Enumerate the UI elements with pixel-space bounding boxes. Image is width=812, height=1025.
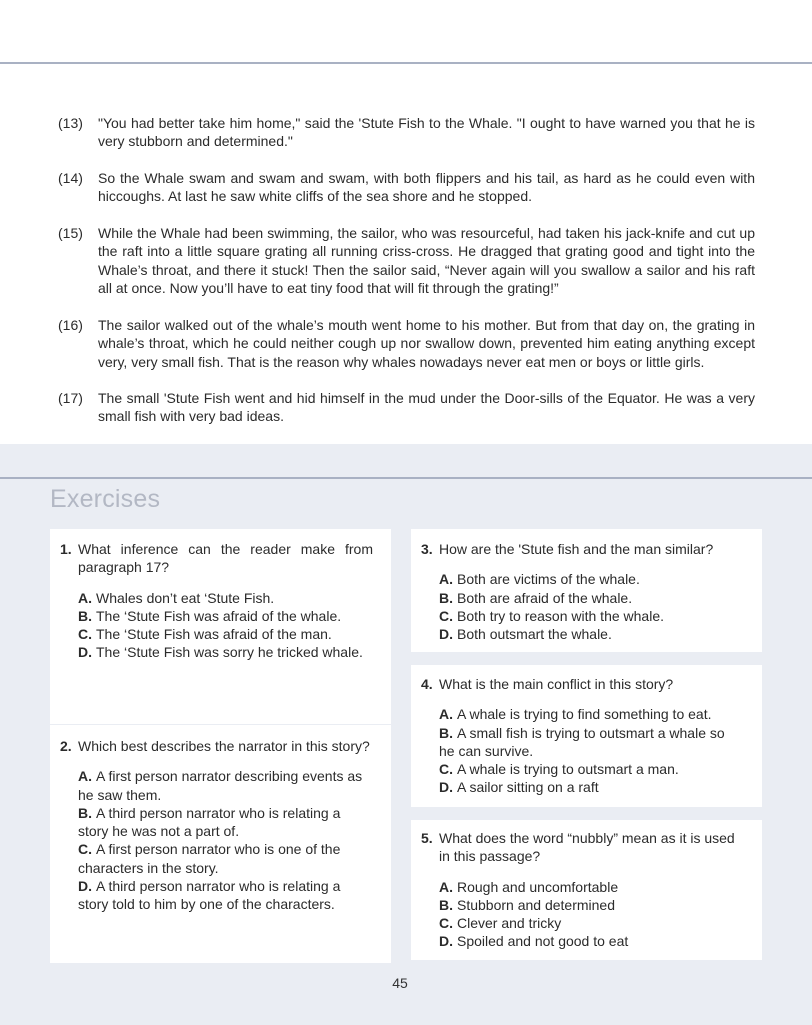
option-text: Rough and uncomfortable [457,878,619,895]
page-number: 45 [392,975,408,991]
paragraph-14 [58,169,755,206]
exercises-divider [0,477,812,479]
option-letter: D. [439,779,453,796]
answer-options [421,570,754,643]
paragraph-number: (16) [58,317,83,333]
option-text: A third person narrator who is relating a story told to him by one of the characters. [78,878,341,913]
option-d[interactable] [78,643,373,661]
option-text: Clever and tricky [457,915,562,932]
option-letter: B. [78,804,92,821]
option-b[interactable] [439,896,754,914]
answer-options [421,878,754,951]
question-card-1 [50,529,391,724]
paragraph-number: (13) [58,115,83,131]
question-number: 1. [60,541,72,557]
option-letter: B. [439,724,453,741]
option-text: A sailor sitting on a raft [457,779,599,796]
answer-options [421,705,754,796]
option-d[interactable] [78,877,365,914]
option-text: The ‘Stute Fish was afraid of the man. [96,626,332,643]
option-c[interactable] [439,914,754,932]
paragraph-17 [58,389,755,426]
question-4 [421,675,754,693]
option-text: Both are victims of the whale. [457,571,640,588]
option-b[interactable] [439,589,754,607]
question-1 [60,540,373,577]
option-c[interactable] [439,760,744,778]
question-5 [421,829,754,866]
answer-options [60,767,373,913]
paragraph-16 [58,316,755,371]
option-letter: C. [78,841,92,858]
option-text: Stubborn and determined [457,896,615,913]
option-d[interactable] [439,625,754,643]
option-letter: B. [439,896,453,913]
option-letter: C. [439,761,453,778]
option-a[interactable] [439,705,744,723]
option-letter: A. [78,768,92,785]
question-text: Which best describes the narrator in this story? [78,738,370,754]
paragraph-text: The small 'Stute Fish went and hid himself in the mud under the Door-sills of the Equator. He was a very small fish with very bad ideas. [98,390,755,425]
option-letter: C. [439,915,453,932]
option-a[interactable] [439,570,754,588]
paragraph-text: While the Whale had been swimming, the sailor, who was resourceful, had taken his jack-knife and cut up the raft into a little square grating all running criss-cross. He dragged that grating good and tight into the Whale’s throat, and there it stuck! Then the sailor said, “Never again will you swallow a sailor and his raft all at once. Now you’ll have to eat tiny food that will fit through the grating!” [98,225,755,296]
option-letter: D. [78,878,92,895]
exercises-section [0,444,812,1025]
question-number: 3. [421,541,433,557]
option-letter: B. [439,589,453,606]
option-text: Whales don’t eat ‘Stute Fish. [96,589,275,606]
option-text: The ‘Stute Fish was sorry he tricked whale. [96,644,363,661]
option-d[interactable] [439,932,754,950]
story-section [0,64,812,444]
option-b[interactable] [78,804,365,841]
option-text: Both are afraid of the whale. [457,589,633,606]
option-letter: A. [439,878,453,895]
option-letter: A. [439,706,453,723]
option-c[interactable] [78,625,373,643]
question-text: What is the main conflict in this story? [439,676,674,692]
answer-options [60,589,373,662]
question-card-3 [411,529,762,652]
exercises-title: Exercises [50,485,161,513]
paragraph-number: (15) [58,225,83,241]
option-d[interactable] [439,778,744,796]
option-text: The ‘Stute Fish was afraid of the whale. [96,607,342,624]
question-text: How are the 'Stute fish and the man similar? [439,541,714,557]
option-letter: C. [439,607,453,624]
option-letter: B. [78,607,92,624]
question-number: 2. [60,738,72,754]
paragraph-text: "You had better take him home," said the 'Stute Fish to the Whale. "I ought to have warned you that he is very stubborn and determined." [98,115,755,150]
option-text: Both try to reason with the whale. [457,607,664,624]
option-a[interactable] [439,878,754,896]
option-text: A whale is trying to outsmart a man. [457,761,679,778]
option-c[interactable] [78,840,365,877]
question-3 [421,540,754,558]
option-text: A whale is trying to find something to eat. [457,706,712,723]
paragraph-15 [58,224,755,297]
option-b[interactable] [78,607,373,625]
option-a[interactable] [78,767,365,804]
option-text: A first person narrator who is one of the characters in the story. [78,841,341,876]
paragraph-number: (17) [58,390,83,406]
option-letter: A. [78,589,92,606]
question-card-4 [411,665,762,807]
option-letter: A. [439,571,453,588]
question-number: 5. [421,830,433,846]
question-card-5 [411,820,762,960]
paragraph-13 [58,114,755,151]
option-letter: D. [78,644,92,661]
option-a[interactable] [78,589,373,607]
question-number: 4. [421,676,433,692]
option-letter: D. [439,626,453,643]
question-card-2 [50,725,391,963]
paragraph-text: The sailor walked out of the whale’s mouth went home to his mother. But from that day on, the grating in whale’s throat, which he could neither cough up nor swallow down, prevented him eating anything except very, very small fish. That is the reason why whales nowadays never eat men or boys or little girls. [98,317,755,370]
option-text: Both outsmart the whale. [457,626,612,643]
question-text: What inference can the reader make from paragraph 17? [78,541,373,576]
option-letter: D. [439,933,453,950]
option-text: A third person narrator who is relating a story he was not a part of. [78,804,341,840]
question-2 [60,737,373,755]
question-text: What does the word “nubbly” mean as it is used in this passage? [439,830,735,865]
paragraph-text: So the Whale swam and swam and swam, with both flippers and his tail, as hard as he could even with hiccoughs. At last he saw white cliffs of the sea shore and he stopped. [98,170,755,205]
option-text: A small fish is trying to outsmart a whale so he can survive. [439,724,725,759]
option-text: A first person narrator describing events as he saw them. [78,768,363,803]
paragraph-number: (14) [58,170,83,186]
option-b[interactable] [439,724,744,761]
option-letter: C. [78,626,92,643]
option-text: Spoiled and not good to eat [457,933,629,950]
option-c[interactable] [439,607,754,625]
